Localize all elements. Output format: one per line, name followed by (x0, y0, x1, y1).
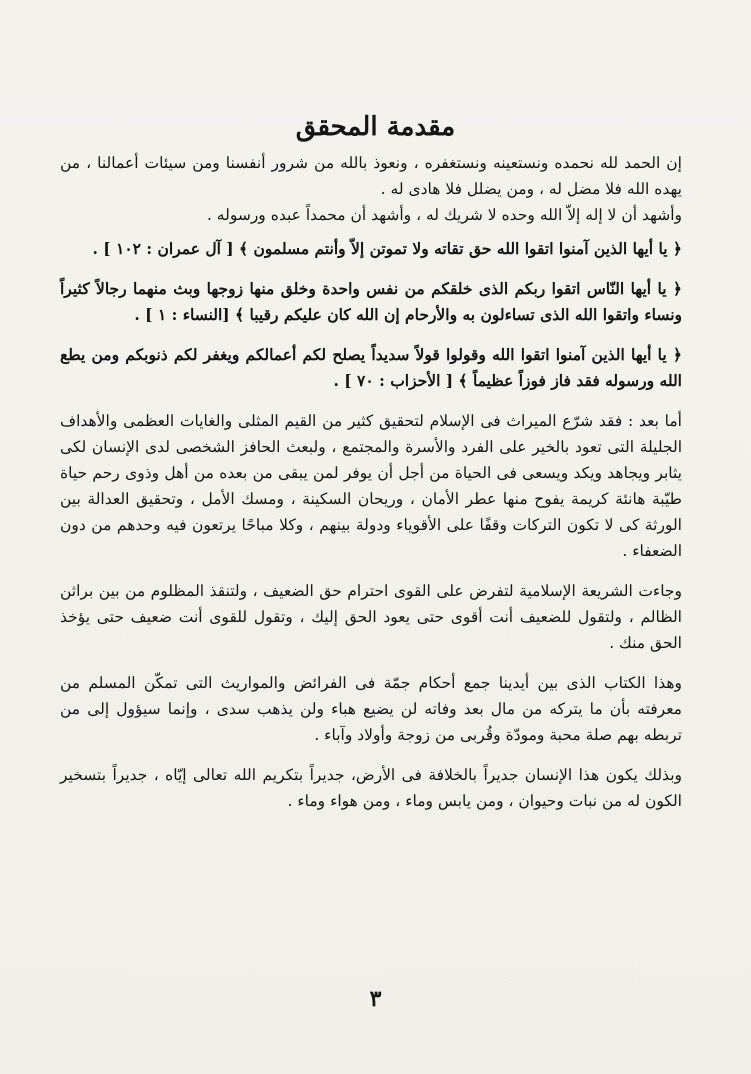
paragraph-book: وهذا الكتاب الذى بين أيدينا جمع أحكام جمّة فى الفرائض والمواريث التى تمكّن المسلم من معرفته بأن ما يتركه من مال بعد وفاته لن يضيع هباء ولن يذهب سدى ، وإنما سيؤول إلى من تربطه بهم صلة محبة ومودّة وقُربى من زوجة وأولاد وآباء . (60, 674, 682, 744)
quran-verse-al-ahzab: ﴿ يا أيها الذين آمنوا اتقوا الله وقولوا قولاً سديداً يصلح لكم أعمالكم ويغفر لكم ذنوبكم ومن يطع الله ورسوله فقد فاز فوزاً عظيماً ﴾ [ الأحزاب : ٧٠ ] . (60, 345, 682, 390)
body-text (60, 150, 682, 814)
paragraph-amma-baad: أما بعد : فقد شرّع الميراث فى الإسلام لتحقيق كثير من القيم المثلى والغايات العظمى والأهداف الجليلة التى تعود بالخير على الفرد والأسرة والمجتمع ، ولبعث الحافز الشخصى لدى الإنسان لكى يثابر ويجاهد ويكد ويسعى فى الحياة من أجل أن يوفر لمن يبقى من بعده من أهل وذوى رحم حياة طيّبة هانئة كريمة يفوح منها عطر الأمان ، وريحان السكينة ، ومسك الأمل ، وتحقيق العدالة بين الورثة كى لا تكون التركات وقفًا على الأقوياء ودولة بينهم ، وكلا مباحًا يرتعون فيه وحدهم من دون الضعفاء . (60, 412, 682, 560)
paragraph-shahada: وأشهد أن لا إله إلاّ الله وحده لا شريك له ، وأشهد أن محمداً عبده ورسوله . (206, 206, 682, 224)
paragraph-opening: إن الحمد لله نحمده ونستعينه ونستغفره ، ونعوذ بالله من شرور أنفسنا ومن سيئات أعمالنا ، من يهده الله فلا مضل له ، ومن يضلل فلا هادى له . (60, 154, 682, 198)
page-title: مقدمة المحقق (295, 112, 456, 142)
quran-verse-al-nisa: ﴿ يا أيها النّاس اتقوا ربكم الذى خلقكم من نفس واحدة وخلق منها زوجها وبث منهما رجالاً كثيراً ونساء واتقوا الله الذى تساءلون به والأرحام إن الله كان عليكم رقيبا ﴾ [النساء : ١ ] . (60, 279, 682, 324)
page-number: ٣ (369, 986, 382, 1012)
quran-verse-al-imran: ﴿ يا أيها الذين آمنوا اتقوا الله حق تقاته ولا تموتن إلاّ وأنتم مسلمون ﴾ [ آل عمران : ١٠٢ ] . (92, 239, 682, 258)
paragraph-sharia: وجاءت الشريعة الإسلامية لتفرض على القوى احترام حق الضعيف ، ولتنقذ المظلوم من بين براثن الظالم ، ولتقول للضعيف أنت أقوى حتى يعود الحق إليك ، وتقول للقوى أنت ضعيف حتى يؤخذ الحق منك . (60, 582, 682, 652)
paragraph-conclusion: وبذلك يكون هذا الإنسان جديراً بالخلافة فى الأرض، جديراً بتكريم الله تعالى إيّاه ، جديراً بتسخير الكون له من نبات وحيوان ، ومن يابس وماء ، ومن هواء وماء . (60, 766, 682, 810)
